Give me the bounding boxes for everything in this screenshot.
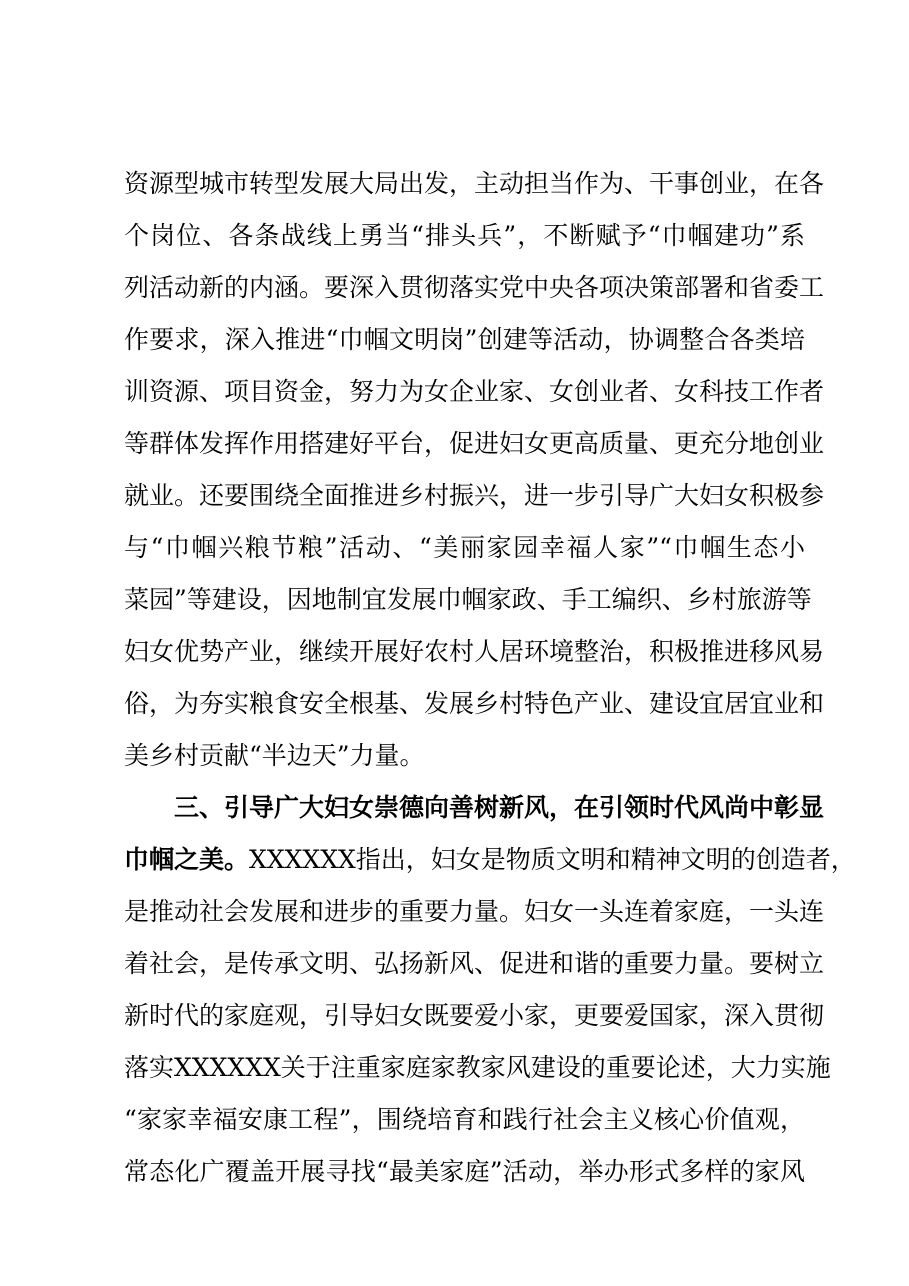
text-line: 着社会，是传承文明、弘扬新风、促进和谐的重要力量。要树立 [124, 949, 825, 978]
text-line: 美乡村贡献“半边天”力量。 [124, 741, 425, 770]
section-heading-line: 三、引导广大妇女崇德向善树新风，在引领时代风尚中彰显 [174, 793, 825, 822]
text-line: 与“巾帼兴粮节粮”活动、“美丽家园幸福人家”“巾帼生态小 [124, 533, 805, 562]
text-span: XXXXXX指出，妇女是物质文明和精神文明的创造者， [249, 845, 856, 874]
text-line: 作要求，深入推进“巾帼文明岗”创建等活动，协调整合各类培 [124, 325, 805, 354]
text-line: 等群体发挥作用搭建好平台，促进妇女更高质量、更充分地创业 [124, 429, 825, 458]
text-line: 常态化广覆盖开展寻找“最美家庭”活动，举办形式多样的家风 [124, 1157, 805, 1186]
text-line: 就业。还要围绕全面推进乡村振兴，进一步引导广大妇女积极参 [124, 481, 825, 510]
text-line [124, 834, 856, 886]
text-line: 是推动社会发展和进步的重要力量。妇女一头连着家庭，一头连 [124, 897, 825, 926]
text-line: 妇女优势产业，继续开展好农村人居环境整治，积极推进移风易 [124, 637, 825, 666]
text-line: 资源型城市转型发展大局出发，主动担当作为、干事创业，在各 [124, 169, 825, 198]
text-line: 菜园”等建设，因地制宜发展巾帼家政、手工编织、乡村旅游等 [124, 585, 812, 614]
text-line: 落实XXXXXX关于注重家庭家教家风建设的重要论述，大力实施 [124, 1053, 831, 1082]
text-line: “家家幸福安康工程”，围绕培育和践行社会主义核心价值观， [124, 1105, 805, 1134]
document-body [124, 158, 856, 1198]
text-line: 俗，为夯实粮食安全根基、发展乡村特色产业、建设宜居宜业和 [124, 689, 825, 718]
text-line: 个岗位、各条战线上勇当“排头兵”，不断赋予“巾帼建功”系 [124, 221, 805, 250]
text-line: 列活动新的内涵。要深入贯彻落实党中央各项决策部署和省委工 [124, 273, 825, 302]
section-heading-end: 巾帼之美。 [124, 845, 250, 874]
text-line: 新时代的家庭观，引导妇女既要爱小家，更要爱国家，深入贯彻 [124, 1001, 825, 1030]
text-line: 训资源、项目资金，努力为女企业家、女创业者、女科技工作者 [124, 377, 825, 406]
